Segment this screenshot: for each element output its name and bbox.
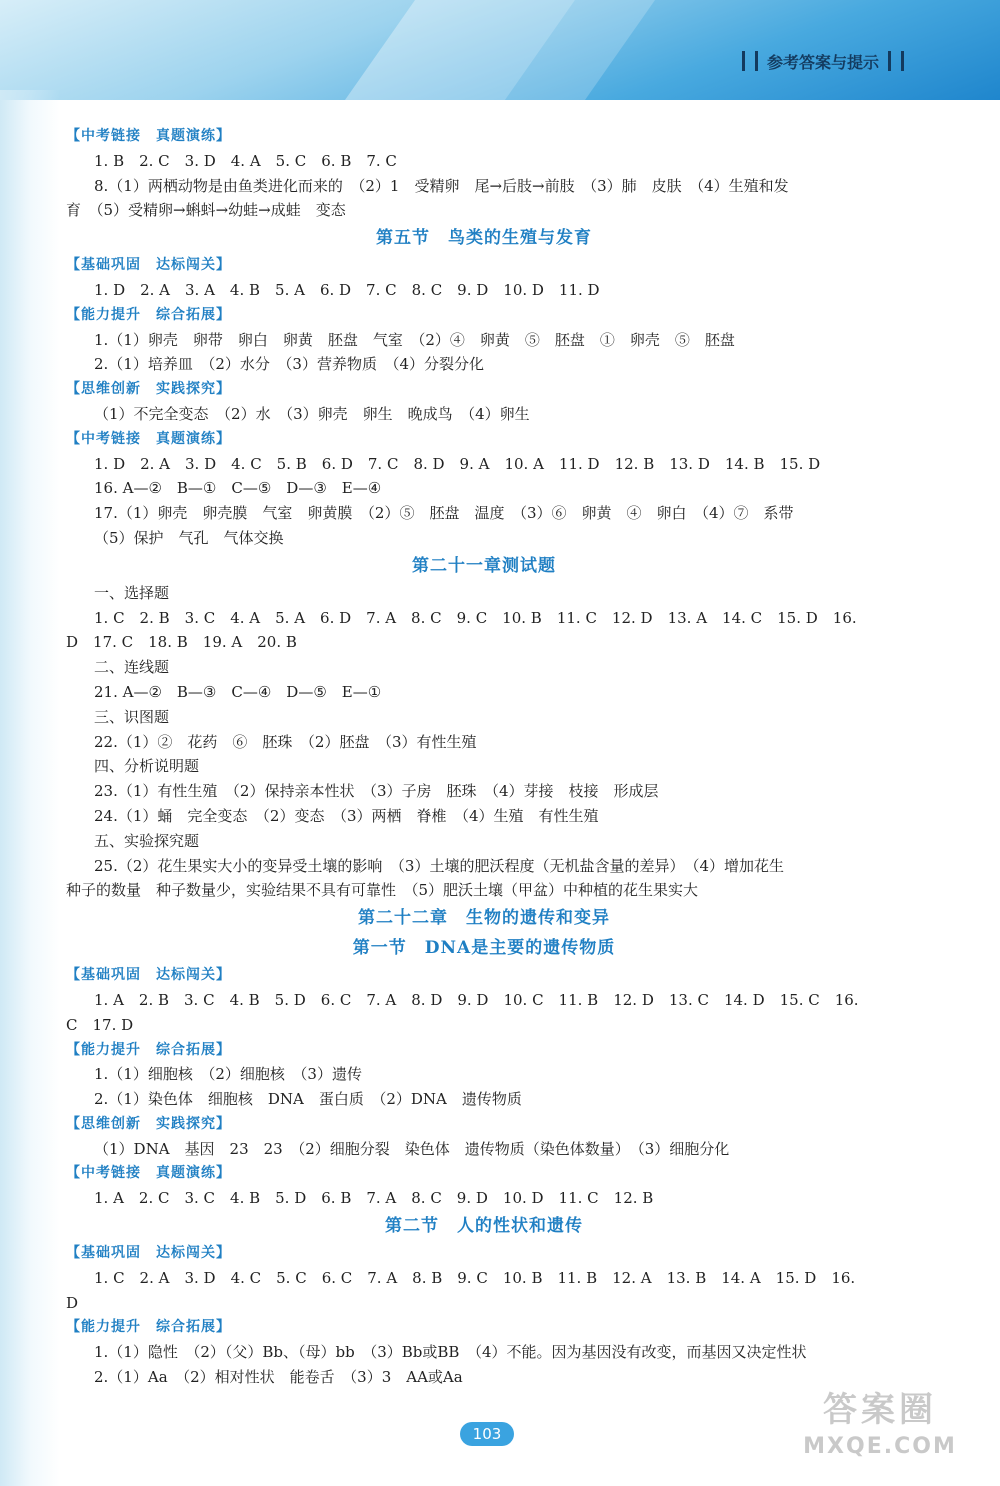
exercise-label: 【能力提升 综合拓展】: [66, 1319, 231, 1336]
answer-line: 1. C 2. A 3. D 4. C 5. C 6. C 7. A 8. B 9. C 10. B 11. B 12. A 13. B 14. A 15. D 16.: [94, 1268, 856, 1287]
section-heading: 第二十二章 生物的遗传和变异: [358, 908, 610, 929]
answer-line: 1.（1）卵壳 卵带 卵白 卵黄 胚盘 气室 （2）④ 卵黄 ⑤ 胚盘 ① 卵壳 ⑤ 胚盘: [94, 330, 735, 349]
answer-line-continued: D: [66, 1293, 79, 1312]
answer-line: 1. A 2. C 3. C 4. B 5. D 6. B 7. A 8. C 9. D 10. D 11. C 12. B: [94, 1189, 654, 1208]
exercise-label: 【思维创新 实践探究】: [66, 381, 231, 398]
watermark-url: MXQE.COM: [803, 1434, 957, 1459]
watermark-logo-text: 答案圈: [823, 1390, 937, 1430]
answer-line: （1）不完全变态 （2）水 （3）卵壳 卵生 晚成鸟 （4）卵生: [94, 404, 530, 423]
answer-line: 25.（2）花生果实大小的变异受土壤的影响 （3）土壤的肥沃程度（无机盐含量的差异） （4）增加花生: [94, 856, 784, 875]
answer-line: 1. B 2. C 3. D 4. A 5. C 6. B 7. C: [94, 151, 397, 170]
answer-line: 2.（1）Aa （2）相对性状 能卷舌 （3）3 AA或Aa: [94, 1368, 463, 1387]
answer-line: 2.（1）染色体 细胞核 DNA 蛋白质 （2）DNA 遗传物质: [94, 1090, 522, 1109]
answer-line-continued: D 17. C 18. B 19. A 20. B: [66, 633, 297, 652]
answer-line-continued: 育 （5）受精卵→蝌蚪→幼蛙→成蛙 变态: [66, 201, 346, 220]
answer-line: 22.（1）② 花药 ⑥ 胚珠 （2）胚盘 （3）有性生殖: [94, 732, 477, 751]
answer-line: 一、选择题: [94, 583, 170, 602]
answer-line: 2.（1）培养皿 （2）水分 （3）营养物质 （4）分裂分化: [94, 355, 484, 374]
answer-line: 23.（1）有性生殖 （2）保持亲本性状 （3）子房 胚珠 （4）芽接 枝接 形成层: [94, 782, 659, 801]
bar-decoration: [888, 51, 891, 71]
answer-line: （5）保护 气孔 气体交换: [94, 528, 284, 547]
answer-line: 16. A—② B—① C—⑤ D—③ E—④: [94, 479, 382, 498]
section-heading: 第二十一章测试题: [412, 555, 556, 576]
page-number: 103: [460, 1422, 514, 1446]
bar-decoration: [755, 51, 758, 71]
bar-decoration: [742, 51, 745, 71]
answer-line: 1. A 2. B 3. C 4. B 5. D 6. C 7. A 8. D 9. D 10. C 11. B 12. D 13. C 14. D 15. C 16.: [94, 990, 859, 1009]
answer-line: 1. C 2. B 3. C 4. A 5. A 6. D 7. A 8. C 9. C 10. B 11. C 12. D 13. A 14. C 15. D 16.: [94, 608, 857, 627]
answer-line: 1.（1）隐性 （2）（父）Bb、（母）bb （3）Bb或BB （4）不能。因为基因没有改变，而基因又决定性状: [94, 1343, 807, 1362]
answer-line-continued: C 17. D: [66, 1015, 134, 1034]
answer-line: 8.（1）两栖动物是由鱼类进化而来的 （2）1 受精卵 尾→后肢→前肢 （3）肺 皮肤 （4）生殖和发: [94, 176, 789, 195]
section-heading: 第二节 人的性状和遗传: [385, 1216, 583, 1237]
header-title-tab: [741, 46, 905, 76]
watermark: [780, 1388, 980, 1468]
exercise-label: 【中考链接 真题演练】: [66, 430, 231, 447]
section-heading: 第一节 DNA是主要的遗传物质: [352, 938, 616, 959]
exercise-label: 【能力提升 综合拓展】: [66, 1041, 231, 1058]
answer-line: 四、分析说明题: [94, 757, 200, 776]
header-banner: [0, 0, 1000, 100]
exercise-label: 【中考链接 真题演练】: [66, 1165, 231, 1182]
exercise-label: 【基础巩固 达标闯关】: [66, 257, 231, 274]
answer-line: 1. D 2. A 3. A 4. B 5. A 6. D 7. C 8. C 9. D 10. D 11. D: [94, 280, 600, 299]
answer-line: 二、连线题: [94, 658, 170, 677]
answer-line: 21. A—② B—③ C—④ D—⑤ E—①: [94, 682, 382, 701]
answer-line: 三、识图题: [94, 707, 170, 726]
section-heading: 第五节 鸟类的生殖与发育: [376, 228, 592, 249]
answer-line: 24.（1）蛹 完全变态 （2）变态 （3）两栖 脊椎 （4）生殖 有性生殖: [94, 806, 599, 825]
left-margin-decoration: [0, 90, 60, 1486]
answer-line: 17.（1）卵壳 卵壳膜 气室 卵黄膜 （2）⑤ 胚盘 温度 （3）⑥ 卵黄 ④ 卵白 （4）⑦ 系带: [94, 504, 794, 523]
exercise-label: 【能力提升 综合拓展】: [66, 306, 231, 323]
exercise-label: 【中考链接 真题演练】: [66, 128, 231, 144]
header-title: 参考答案与提示: [766, 52, 879, 72]
answer-line-continued: 种子的数量 种子数量少，实验结果不具有可靠性 （5）肥沃土壤（甲盆）中种植的花生果实大: [66, 881, 699, 900]
answer-content: [66, 124, 902, 1390]
answer-line: （1）DNA 基因 23 23 （2）细胞分裂 染色体 遗传物质（染色体数量） （3）细胞分化: [94, 1139, 730, 1158]
exercise-label: 【基础巩固 达标闯关】: [66, 967, 231, 984]
exercise-label: 【基础巩固 达标闯关】: [66, 1245, 231, 1262]
answer-line: 1.（1）细胞核 （2）细胞核 （3）遗传: [94, 1065, 362, 1084]
bar-decoration: [901, 51, 904, 71]
answer-line: 1. D 2. A 3. D 4. C 5. B 6. D 7. C 8. D 9. A 10. A 11. D 12. B 13. D 14. B 15. D: [94, 454, 821, 473]
exercise-label: 【思维创新 实践探究】: [66, 1115, 231, 1132]
answer-line: 五、实验探究题: [94, 831, 200, 850]
